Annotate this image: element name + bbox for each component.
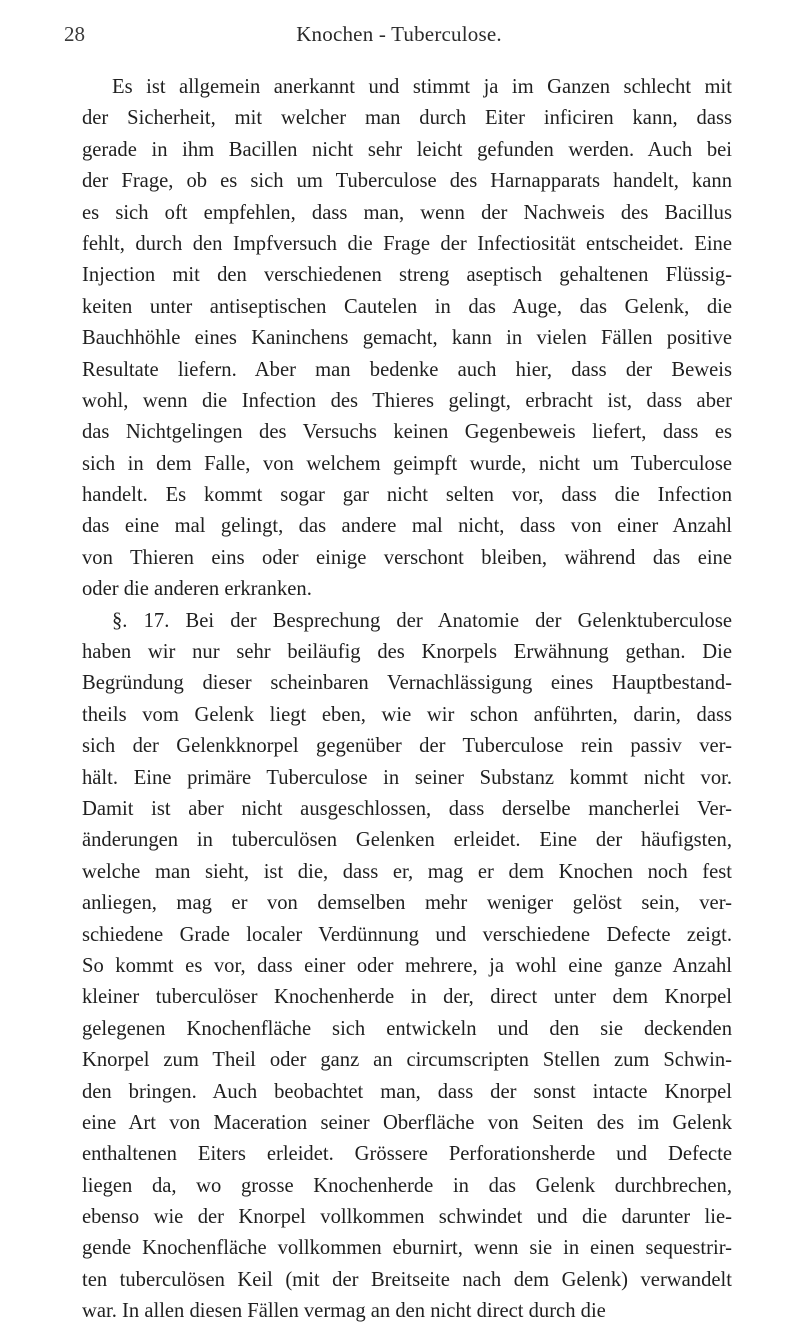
page-number: 28 (64, 22, 85, 46)
text-line: Resultate liefern. Aber man bedenke auch hier, dass der Beweis (82, 358, 732, 381)
text-line: es sich oft empfehlen, dass man, wenn der Nachweis des Bacillus (82, 201, 732, 224)
text-line: der Sicherheit, mit welcher man durch Eiter inficiren kann, dass (82, 107, 732, 130)
text-line: welche man sieht, ist die, dass er, mag er dem Knochen noch fest (82, 860, 732, 883)
text-line: fehlt, durch den Impfversuch die Frage der Infectiosität entscheidet. Eine (82, 232, 732, 255)
text-line: Begründung dieser scheinbaren Vernachlässigung eines Hauptbestand- (82, 672, 732, 695)
text-line: wohl, wenn die Infection des Thieres gelingt, erbracht ist, dass aber (82, 389, 732, 412)
text-line: enthaltenen Eiters erleidet. Grössere Perforationsherde und Defecte (82, 1143, 732, 1166)
text-line: theils vom Gelenk liegt eben, wie wir schon anführten, darin, dass (82, 703, 732, 726)
text-line: Injection mit den verschiedenen streng aseptisch gehaltenen Flüssig- (82, 264, 732, 287)
text-line: schiedene Grade localer Verdünnung und verschiedene Defecte zeigt. (82, 923, 732, 946)
text-line: oder die anderen erkranken. (82, 578, 312, 601)
section-start-line: §. 17. Bei der Besprechung der Anatomie der Gelenktuberculose (112, 609, 732, 632)
text-line: den bringen. Auch beobachtet man, dass der sonst intacte Knorpel (82, 1080, 732, 1103)
text-line: Damit ist aber nicht ausgeschlossen, dass derselbe mancherlei Ver- (82, 797, 732, 820)
text-line: änderungen in tuberculösen Gelenken erleidet. Eine der häufigsten, (82, 829, 732, 852)
body-text (82, 72, 732, 1328)
text-line: Bauchhöhle eines Kaninchens gemacht, kann in vielen Fällen positive (82, 327, 732, 350)
text-line: haben wir nur sehr beiläufig des Knorpels Erwähnung gethan. Die (82, 641, 732, 664)
text-line: der Frage, ob es sich um Tuberculose des Harnapparats handelt, kann (82, 170, 732, 193)
text-line: von Thieren eins oder einige verschont bleiben, während das eine (82, 546, 732, 569)
text-line: handelt. Es kommt sogar gar nicht selten vor, dass die Infection (82, 484, 732, 507)
text-line: sich der Gelenkknorpel gegenüber der Tuberculose rein passiv ver- (82, 735, 732, 758)
text-line: kleiner tuberculöser Knochenherde in der, direct unter dem Knorpel (82, 986, 732, 1009)
text-line: ten tuberculösen Keil (mit der Breitseite nach dem Gelenk) verwandelt (82, 1268, 732, 1291)
text-line: Knorpel zum Theil oder ganz an circumscripten Stellen zum Schwin- (82, 1049, 732, 1072)
text-line: hält. Eine primäre Tuberculose in seiner Substanz kommt nicht vor. (82, 766, 732, 789)
text-line: eine Art von Maceration seiner Oberfläche von Seiten des im Gelenk (82, 1111, 732, 1134)
text-line: gerade in ihm Bacillen nicht sehr leicht gefunden werden. Auch bei (82, 138, 732, 161)
text-line: So kommt es vor, dass einer oder mehrere, ja wohl eine ganze Anzahl (82, 954, 732, 977)
text-line: sich in dem Falle, von welchem geimpft wurde, nicht um Tuberculose (82, 452, 732, 475)
text-line: liegen da, wo grosse Knochenherde in das Gelenk durchbrechen, (82, 1174, 732, 1197)
text-line: das Nichtgelingen des Versuchs keinen Gegenbeweis liefert, dass es (82, 421, 732, 444)
text-line: Es ist allgemein anerkannt und stimmt ja im Ganzen schlecht mit (112, 76, 732, 98)
text-line: gende Knochenfläche vollkommen eburnirt, wenn sie in einen sequestrir- (82, 1237, 732, 1260)
text-line: gelegenen Knochenfläche sich entwickeln und den sie deckenden (82, 1017, 732, 1040)
text-line: war. In allen diesen Fällen vermag an den nicht direct durch die (82, 1300, 606, 1323)
text-line: ebenso wie der Knorpel vollkommen schwindet und die darunter lie- (82, 1206, 732, 1229)
running-title: Knochen - Tuberculose. (296, 22, 502, 46)
text-line: das eine mal gelingt, das andere mal nicht, dass von einer Anzahl (82, 515, 732, 538)
text-line: anliegen, mag er von demselben mehr weniger gelöst sein, ver- (82, 892, 732, 915)
page-header (64, 22, 734, 56)
text-line: keiten unter antiseptischen Cautelen in das Auge, das Gelenk, die (82, 295, 732, 318)
